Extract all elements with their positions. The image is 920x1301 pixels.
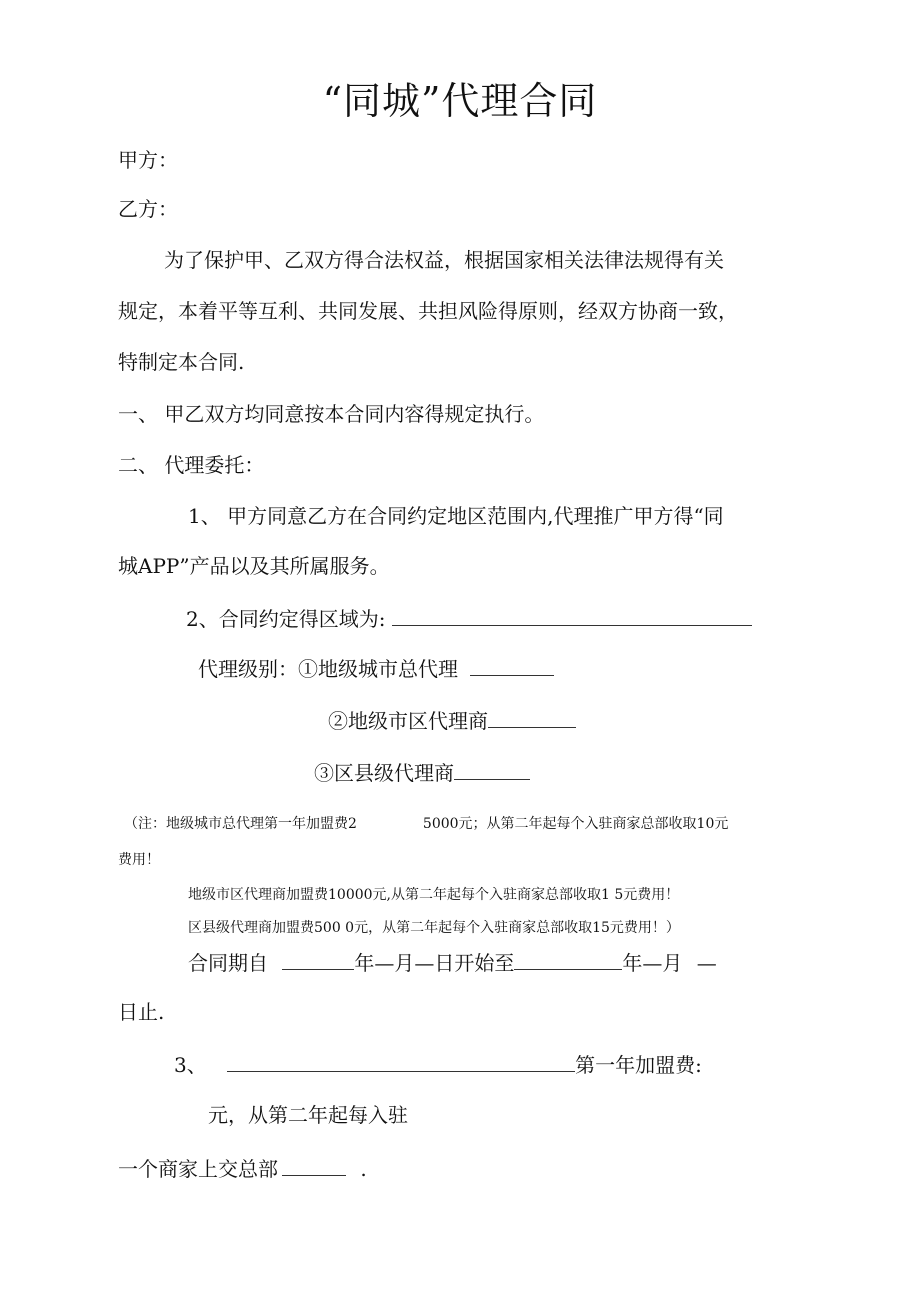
level-2-row xyxy=(328,707,576,734)
item-3-line-2: 元，从第二年起每入驻 xyxy=(208,1103,408,1127)
clause-1: 一、 甲乙双方均同意按本合同内容得规定执行。 xyxy=(118,402,545,426)
item-3-fee-label: 第一年加盟费: xyxy=(575,1053,702,1077)
item-3-line-3-row xyxy=(118,1155,367,1182)
item-3-line-3: 一个商家上交总部 xyxy=(118,1157,278,1181)
note-line-1a: （注：地级城市总代理第一年加盟费2 xyxy=(124,816,357,832)
intro-line-1: 为了保护甲、乙双方得合法权益，根据国家相关法律法规得有关 xyxy=(164,248,724,272)
item-3-period: . xyxy=(360,1157,367,1181)
intro-line-3: 特制定本合同. xyxy=(118,350,245,374)
hq-fee-blank[interactable] xyxy=(282,1155,346,1176)
item-2-label: 2、合同约定得区域为: xyxy=(186,607,386,631)
level-1-label: ①地级城市总代理 xyxy=(298,657,458,681)
note-line-3: 地级市区代理商加盟费10000元,从第二年起每个入驻商家总部收取1 5元费用！ xyxy=(188,887,680,903)
contract-title: “同城”代理合同 xyxy=(322,79,598,123)
level-2-label: ②地级市区代理商 xyxy=(328,709,488,733)
level-1-blank[interactable] xyxy=(470,655,554,676)
term-prefix: 合同期自 xyxy=(188,951,268,975)
clause-2: 二、 代理委托： xyxy=(118,453,265,477)
item-1-line-1: 1、 甲方同意乙方在合同约定地区范围内,代理推广甲方得“同 xyxy=(188,504,724,528)
region-blank[interactable] xyxy=(392,605,752,626)
term-end: 日止. xyxy=(118,1000,165,1024)
term-mid: 年—月—日开始至 xyxy=(354,951,515,975)
item-1-line-2: 城APP”产品以及其所属服务。 xyxy=(118,554,390,578)
level-3-blank[interactable] xyxy=(454,759,530,780)
term-start-year-blank[interactable] xyxy=(282,949,354,970)
party-b-label: 乙方： xyxy=(118,197,178,221)
note-line-1b: 5000元；从第二年起每个入驻商家总部收取10元 xyxy=(422,816,729,832)
note-line-1 xyxy=(124,815,728,833)
term-end-year-blank[interactable] xyxy=(514,949,622,970)
level-3-label: ③区县级代理商 xyxy=(314,761,454,785)
level-2-blank[interactable] xyxy=(488,707,576,728)
item-3-number: 3、 xyxy=(174,1053,207,1077)
level-3-row xyxy=(314,759,530,786)
term-row xyxy=(188,949,717,976)
item-3-blank[interactable] xyxy=(227,1051,575,1072)
party-a-label: 甲方： xyxy=(118,148,178,172)
intro-line-2: 规定，本着平等互利、共同发展、共担风险得原则，经双方协商一致， xyxy=(118,299,738,323)
term-suffix: 年—月 xyxy=(622,951,683,975)
level-prefix: 代理级别： xyxy=(198,657,298,681)
item-2-row xyxy=(186,605,752,632)
note-line-4: 区县级代理商加盟费500 0元，从第二年起每个入驻商家总部收取15元费用！） xyxy=(188,920,680,936)
note-line-2: 费用！ xyxy=(118,852,160,868)
level-1-row xyxy=(198,655,554,682)
term-dash: — xyxy=(696,951,717,975)
item-3-row xyxy=(174,1051,702,1078)
